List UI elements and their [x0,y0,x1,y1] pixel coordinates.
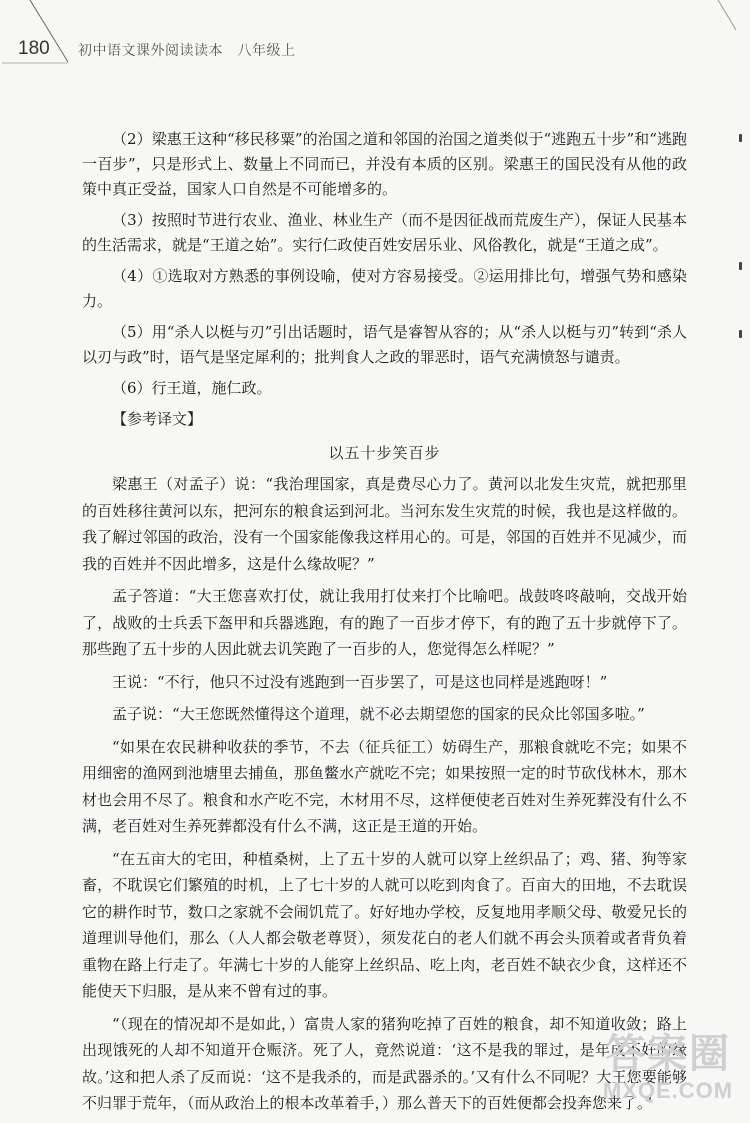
page-number: 180 [18,38,50,59]
answer-item: （3）按照时节进行农业、渔业、林业生产（而不是因征战而荒废生产），保证人民基本的生活需求，就是“王道之始”。实行仁政使百姓安居乐业、风俗教化，就是“王道之成”。 [82,211,687,254]
watermark [598,1030,738,1110]
translation-paragraph: 孟子说：“大王您既然懂得这个道理，就不必去期望您的国家的民众比邻国多啦。” [112,705,645,723]
answer-item: （2）梁惠王这种“移民移粟”的治国之道和邻国的治国之道类似于“逃跑五十步”和“逃跑一百步”，只是形式上、数量上不同而已，并没有本质的区别。梁惠王的国民没有从他的政策中真正受益，国家人口自然是不可能增多的。 [82,130,687,198]
translation-paragraph: “在五亩大的宅田，种植桑树，上了五十岁的人就可以穿上丝织品了；鸡、猪、狗等家畜，不耽误它们繁殖的时机，上了七十岁的人就可以吃到肉食了。百亩大的田地，不去耽误它的耕作时节，数口之家就不会闹饥荒了。好好地办学校，反复地用孝顺父母、敬爱兄长的道理训导他们，那么（人人都会敬老尊贤），须发花白的老人们就不再会头顶着或者背负着重物在路上行走了。年满七十岁的人能穿上丝织品、吃上肉，老百姓不缺衣少食，这样还不能使天下归服，是从来不曾有过的事。 [82,849,687,1000]
margin-mark [739,262,742,270]
watermark-url: MXQE.COM [602,1078,734,1103]
page-content [82,127,687,1123]
translation-paragraph: 梁惠王（对孟子）说：“我治理国家，真是费尽心力了。黄河以北发生灾荒，就把那里的百姓移往黄河以东，把河东的粮食运到河北。当河东发生灾荒的时候，我也是这样做的。我了解过邻国的政治，没有一个国家能像我这样用心的。可是，邻国的百姓并不见减少，而我的百姓并不因此增多，这是什么缘故呢？” [82,475,687,573]
translation-paragraph: 王说：“不行，他只不过没有逃跑到一百步罢了，可是这也同样是逃跑呀！” [112,672,608,691]
book-title: 初中语文课外阅读读本 八年级上 [78,43,296,59]
answer-item: （6）行王道，施仁政。 [112,379,272,397]
margin-mark [739,134,742,142]
answer-list [82,127,687,401]
page-header [0,0,750,80]
translation-paragraph: “（现在的情况却不是如此，）富贵人家的猪狗吃掉了百姓的粮食，却不知道收敛；路上出现饿死的人却不知道开仓赈济。死了人，竟然说道：‘这不是我的罪过，是年成不好的缘故。’这和把人杀了反而说：‘这不是我杀的，而是武器杀的。’又有什么不同呢？大王您要能够不归罪于荒年，（而从政治上的根本改革着手，）那么普天下的百姓便都会投奔您来了。” [82,1014,687,1112]
margin-mark [739,330,742,338]
translation-paragraph: 孟子答道：“大王您喜欢打仗，就让我用打仗来打个比喻吧。战鼓咚咚敲响，交战开始了，战败的士兵丢下盔甲和兵器逃跑，有的跑了一百步才停下，有的跑了五十步就停下了。那些跑了五十步的人因此就去讥笑跑了一百步的人，您觉得怎么样呢？” [82,587,687,658]
answer-item: （5）用“杀人以梃与刃”引出话题时，语气是睿智从容的；从“杀人以梃与刃”转到“杀人以刃与政”时，语气是坚定犀利的；批判食人之政的罪恶时，语气充满愤怒与谴责。 [82,323,687,366]
answer-item: （4）①选取对方熟悉的事例设喻，使对方容易接受。②运用排比句，增强气势和感染力。 [82,267,687,310]
translation-paragraph: “如果在农民耕种收获的季节，不去（征兵征工）妨碍生产，那粮食就吃不完；如果不用细密的渔网到池塘里去捕鱼，那鱼鳖水产就吃不完；如果按照一定的时节砍伐林木，那木材也会用不尽了。粮食和水产吃不完，木材用不尽，这样便使老百姓对生养死葬没有什么不满，老百姓对生养死葬都没有什么不满，这正是王道的开始。 [82,737,687,835]
watermark-logo: 答案圈 [605,1032,731,1076]
translation-title: 以五十步笑百步 [328,444,441,462]
translation-section [82,442,687,1117]
reference-translation-label: 【参考译文】 [112,410,203,428]
